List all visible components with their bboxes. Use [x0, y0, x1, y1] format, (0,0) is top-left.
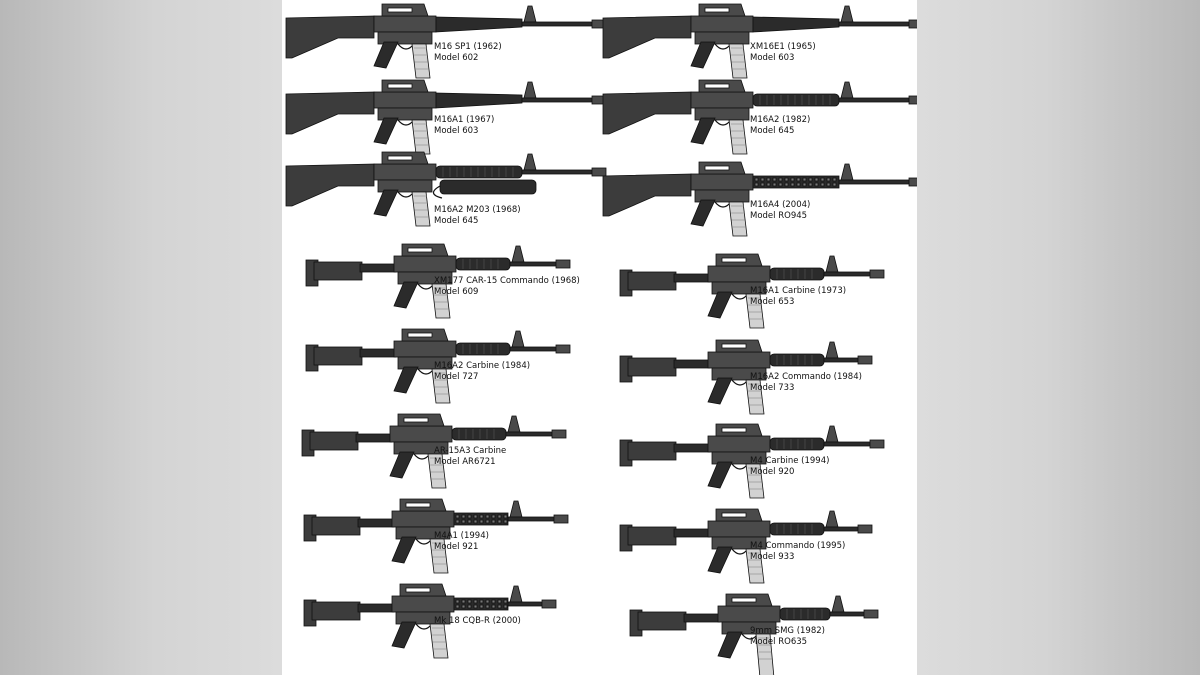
- weapon-silhouette: [286, 4, 606, 78]
- magazine: [430, 624, 448, 658]
- collapsible-stock: [628, 358, 676, 376]
- weapon-caption: [434, 276, 580, 298]
- rail-slot: [797, 183, 800, 186]
- rail-slot: [474, 515, 477, 518]
- weapon-model: Model RO945: [750, 211, 808, 221]
- flash-hider: [554, 515, 568, 523]
- background-right: [917, 0, 1200, 675]
- rail-slot: [486, 600, 489, 603]
- front-sight: [508, 416, 520, 432]
- rail-slot: [827, 183, 830, 186]
- rail-slot: [815, 183, 818, 186]
- rail-slot: [767, 183, 770, 186]
- front-sight: [524, 6, 536, 22]
- carry-handle-cutout: [388, 84, 412, 88]
- upper-receiver: [718, 606, 780, 622]
- weapon-name: M16A1 Carbine (1973): [750, 286, 847, 296]
- rail-slot: [492, 520, 495, 523]
- rail-slot: [755, 183, 758, 186]
- barrel: [824, 272, 870, 276]
- carry-handle-cutout: [705, 166, 729, 170]
- round-handguard: [436, 166, 522, 178]
- rail-slot: [468, 605, 471, 608]
- trigger-guard: [398, 44, 414, 49]
- rail-slot: [492, 515, 495, 518]
- upper-receiver: [394, 341, 456, 357]
- upper-receiver: [708, 266, 770, 282]
- flash-hider: [870, 270, 884, 278]
- barrel: [830, 612, 864, 616]
- collapsible-stock: [314, 262, 362, 280]
- rail-slot: [456, 520, 459, 523]
- magazine: [729, 120, 747, 154]
- rail-slot: [486, 515, 489, 518]
- flash-hider: [858, 356, 872, 364]
- magazine: [412, 120, 430, 154]
- upper-receiver: [691, 174, 753, 190]
- weapon-name: M16A4 (2004): [750, 200, 811, 210]
- rail-slot: [456, 515, 459, 518]
- pistol-grip: [374, 190, 398, 216]
- weapon-name: M4 Carbine (1994): [750, 456, 830, 466]
- weapon-silhouette: [603, 162, 917, 236]
- buffer-tube: [684, 614, 720, 622]
- weapon-model: Model 609: [434, 287, 479, 297]
- pistol-grip: [691, 42, 715, 68]
- weapon-model: Model 603: [434, 126, 479, 136]
- weapon-model: Model 733: [750, 383, 795, 393]
- rail-slot: [791, 183, 794, 186]
- weapon-model: Model 603: [750, 53, 795, 63]
- flash-hider: [556, 260, 570, 268]
- collapsible-stock: [628, 527, 676, 545]
- weapon-model: Model 602: [434, 53, 479, 63]
- triangular-handguard: [436, 93, 522, 108]
- front-sight: [826, 342, 838, 358]
- buffer-tube: [358, 519, 394, 527]
- collapsible-stock: [628, 442, 676, 460]
- rail-slot: [498, 520, 501, 523]
- weapon-model: Model 920: [750, 467, 795, 477]
- rail-slot: [803, 183, 806, 186]
- background-left: [0, 0, 282, 675]
- rail-slot: [767, 178, 770, 181]
- collapsible-stock: [638, 612, 686, 630]
- barrel: [824, 527, 858, 531]
- round-handguard: [770, 438, 824, 450]
- weapon-caption: [750, 286, 846, 308]
- weapon-caption: [434, 361, 530, 383]
- trigger-guard: [416, 539, 432, 544]
- buffer-tube: [360, 264, 396, 272]
- flash-hider: [870, 440, 884, 448]
- pistol-grip: [691, 200, 715, 226]
- weapon-caption: [750, 626, 825, 648]
- trigger-guard: [715, 202, 731, 207]
- rail-slot: [468, 515, 471, 518]
- rail-slot: [468, 520, 471, 523]
- carry-handle-cutout: [705, 8, 729, 12]
- rail-slot: [474, 520, 477, 523]
- magazine: [412, 44, 430, 78]
- carry-handle-cutout: [722, 344, 746, 348]
- rail-slot: [504, 605, 507, 608]
- rail-slot: [821, 178, 824, 181]
- round-handguard: [780, 608, 830, 620]
- weapon-caption: [434, 446, 506, 468]
- round-handguard: [770, 268, 824, 280]
- magazine: [729, 44, 747, 78]
- weapon-caption: [750, 541, 845, 563]
- round-handguard: [770, 523, 824, 535]
- carry-handle-cutout: [722, 428, 746, 432]
- weapon-drawing: [286, 78, 606, 148]
- trigger-guard: [732, 464, 748, 469]
- rail-slot: [492, 605, 495, 608]
- weapon-caption: [750, 115, 810, 137]
- collapsible-stock: [628, 272, 676, 290]
- flash-hider: [909, 20, 917, 28]
- weapon-model: Model 933: [750, 552, 795, 562]
- weapon-name: Mk 18 CQB-R (2000): [434, 616, 521, 626]
- barrel: [839, 180, 909, 184]
- rail-slot: [486, 520, 489, 523]
- weapon-model: Model 921: [434, 542, 479, 552]
- trigger-guard: [732, 549, 748, 554]
- weapon-model: Model AR6721: [434, 457, 496, 467]
- rail-slot: [474, 605, 477, 608]
- weapon-name: M16A2 Commando (1984): [750, 372, 862, 382]
- collapsible-stock: [314, 347, 362, 365]
- buffer-tube: [674, 444, 710, 452]
- rail-slot: [492, 600, 495, 603]
- barrel: [510, 347, 556, 351]
- carry-handle-cutout: [406, 503, 430, 507]
- weapon-name: M16A1 (1967): [434, 115, 495, 125]
- weapon-name: M16 SP1 (1962): [434, 42, 502, 52]
- carry-handle-cutout: [406, 588, 430, 592]
- upper-receiver: [374, 16, 436, 32]
- pistol-grip: [708, 292, 732, 318]
- round-handguard: [770, 354, 824, 366]
- trigger-guard: [715, 44, 731, 49]
- rail-slot: [456, 600, 459, 603]
- weapon-caption: [434, 205, 521, 227]
- barrel: [839, 22, 909, 26]
- collapsible-stock: [312, 602, 360, 620]
- rail-slot: [480, 600, 483, 603]
- carry-handle-cutout: [732, 598, 756, 602]
- carry-handle-cutout: [404, 418, 428, 422]
- barrel: [508, 602, 542, 606]
- pistol-grip: [394, 367, 418, 393]
- rail-slot: [809, 178, 812, 181]
- rail-slot: [797, 178, 800, 181]
- rail-slot: [498, 605, 501, 608]
- buffer-tube: [356, 434, 392, 442]
- barrel: [508, 517, 554, 521]
- weapon-caption: [434, 42, 502, 64]
- rail-slot: [773, 183, 776, 186]
- trigger-guard: [398, 192, 414, 197]
- pistol-grip: [708, 547, 732, 573]
- carry-handle-cutout: [408, 248, 432, 252]
- pistol-grip: [691, 118, 715, 144]
- rail-slot: [833, 178, 836, 181]
- barrel: [522, 22, 592, 26]
- trigger-guard: [715, 120, 731, 125]
- rail-slot: [504, 600, 507, 603]
- rail-slot: [462, 605, 465, 608]
- weapon-model: Model RO635: [750, 637, 808, 647]
- rail-slot: [755, 178, 758, 181]
- weapon-name: M16A2 (1982): [750, 115, 811, 125]
- rail-slot: [827, 178, 830, 181]
- round-handguard: [456, 343, 510, 355]
- flash-hider: [858, 525, 872, 533]
- weapon-name: XM16E1 (1965): [750, 42, 816, 52]
- carry-handle-cutout: [722, 513, 746, 517]
- weapon-name: M16A2 Carbine (1984): [434, 361, 531, 371]
- rail-slot: [498, 515, 501, 518]
- rail-slot: [779, 178, 782, 181]
- trigger-guard: [418, 369, 434, 374]
- barrel: [839, 98, 909, 102]
- front-sight: [826, 511, 838, 527]
- rail-slot: [504, 520, 507, 523]
- rail-slot: [773, 178, 776, 181]
- round-handguard: [456, 258, 510, 270]
- magazine: [412, 192, 430, 226]
- rail-slot: [809, 183, 812, 186]
- rail-handguard: [753, 176, 839, 188]
- weapon-model: Model 645: [750, 126, 795, 136]
- fixed-stock: [286, 16, 374, 58]
- round-handguard: [753, 94, 839, 106]
- buffer-tube: [358, 604, 394, 612]
- trigger-guard: [398, 120, 414, 125]
- upper-receiver: [708, 352, 770, 368]
- weapon-name: XM177 CAR-15 Commando (1968): [434, 276, 580, 286]
- front-sight: [832, 596, 844, 612]
- rail-slot: [462, 600, 465, 603]
- trigger-guard: [416, 624, 432, 629]
- trigger-guard: [732, 380, 748, 385]
- rail-slot: [480, 515, 483, 518]
- rail-slot: [456, 605, 459, 608]
- rail-slot: [779, 183, 782, 186]
- upper-receiver: [392, 511, 454, 527]
- grenade-launcher: [440, 180, 536, 194]
- carry-handle-cutout: [705, 84, 729, 88]
- carry-handle-cutout: [388, 8, 412, 12]
- weapon-name: M16A2 M203 (1968): [434, 205, 521, 215]
- weapon-name: AR-15A3 Carbine: [434, 446, 507, 456]
- rail-slot: [815, 178, 818, 181]
- rail-slot: [474, 600, 477, 603]
- pistol-grip: [718, 632, 742, 658]
- rail-slot: [462, 520, 465, 523]
- rail-slot: [785, 183, 788, 186]
- flash-hider: [909, 96, 917, 104]
- weapon-model: Model 653: [750, 297, 795, 307]
- upper-receiver: [691, 16, 753, 32]
- pistol-grip: [392, 537, 416, 563]
- rail-slot: [498, 600, 501, 603]
- weapon-silhouette: [603, 4, 917, 78]
- buffer-tube: [360, 349, 396, 357]
- rail-slot: [833, 183, 836, 186]
- rail-slot: [468, 600, 471, 603]
- rail-slot: [486, 605, 489, 608]
- trigger-guard: [732, 294, 748, 299]
- rail-slot: [462, 515, 465, 518]
- fixed-stock: [286, 164, 374, 206]
- upper-receiver: [374, 164, 436, 180]
- rail-slot: [480, 605, 483, 608]
- fixed-stock: [603, 174, 691, 216]
- weapon-caption: [434, 531, 489, 553]
- rail-slot: [791, 178, 794, 181]
- rail-slot: [785, 178, 788, 181]
- flash-hider: [552, 430, 566, 438]
- triangular-handguard: [753, 17, 839, 32]
- front-sight: [841, 6, 853, 22]
- fixed-stock: [603, 92, 691, 134]
- collapsible-stock: [312, 517, 360, 535]
- flash-hider: [864, 610, 878, 618]
- front-sight: [510, 586, 522, 602]
- rail-slot: [761, 183, 764, 186]
- barrel: [506, 432, 552, 436]
- fixed-stock: [603, 16, 691, 58]
- upper-receiver: [691, 92, 753, 108]
- fixed-stock: [286, 92, 374, 134]
- carry-handle-cutout: [408, 333, 432, 337]
- flash-hider: [542, 600, 556, 608]
- front-sight: [512, 331, 524, 347]
- upper-receiver: [708, 521, 770, 537]
- barrel: [824, 442, 870, 446]
- round-handguard: [452, 428, 506, 440]
- buffer-tube: [674, 274, 710, 282]
- rail-slot: [504, 515, 507, 518]
- weapon-caption: [750, 200, 810, 222]
- weapon-model: Model 727: [434, 372, 479, 382]
- pistol-grip: [374, 118, 398, 144]
- front-sight: [524, 154, 536, 170]
- weapon-name: 9mm SMG (1982): [750, 626, 825, 636]
- weapon-caption: [750, 42, 816, 64]
- barrel: [522, 98, 592, 102]
- pistol-grip: [708, 462, 732, 488]
- barrel: [824, 358, 858, 362]
- weapon-name: M4 Commando (1995): [750, 541, 846, 551]
- front-sight: [826, 426, 838, 442]
- upper-receiver: [390, 426, 452, 442]
- pistol-grip: [392, 622, 416, 648]
- flash-hider: [909, 178, 917, 186]
- weapon-caption: [750, 456, 829, 478]
- trigger-guard: [418, 284, 434, 289]
- front-sight: [512, 246, 524, 262]
- pistol-grip: [394, 282, 418, 308]
- weapon-caption: [434, 616, 521, 627]
- rail-slot: [821, 183, 824, 186]
- barrel: [510, 262, 556, 266]
- front-sight: [524, 82, 536, 98]
- collapsible-stock: [310, 432, 358, 450]
- buffer-tube: [674, 360, 710, 368]
- triangular-handguard: [436, 17, 522, 32]
- front-sight: [841, 164, 853, 180]
- rail-slot: [761, 178, 764, 181]
- upper-receiver: [394, 256, 456, 272]
- weapon-model: Model 645: [434, 216, 479, 226]
- flash-hider: [556, 345, 570, 353]
- buffer-tube: [674, 529, 710, 537]
- carry-handle-cutout: [388, 156, 412, 160]
- magazine: [729, 202, 747, 236]
- front-sight: [510, 501, 522, 517]
- rail-slot: [803, 178, 806, 181]
- trigger-guard: [414, 454, 430, 459]
- front-sight: [841, 82, 853, 98]
- weapon-caption: [434, 115, 494, 137]
- pistol-grip: [708, 378, 732, 404]
- upper-receiver: [374, 92, 436, 108]
- pistol-grip: [374, 42, 398, 68]
- upper-receiver: [708, 436, 770, 452]
- upper-receiver: [392, 596, 454, 612]
- pistol-grip: [390, 452, 414, 478]
- rifle-chart-sheet: [282, 0, 917, 675]
- weapon-name: M4A1 (1994): [434, 531, 489, 541]
- rail-slot: [480, 520, 483, 523]
- front-sight: [826, 256, 838, 272]
- carry-handle-cutout: [722, 258, 746, 262]
- barrel: [522, 170, 592, 174]
- weapon-caption: [750, 372, 862, 394]
